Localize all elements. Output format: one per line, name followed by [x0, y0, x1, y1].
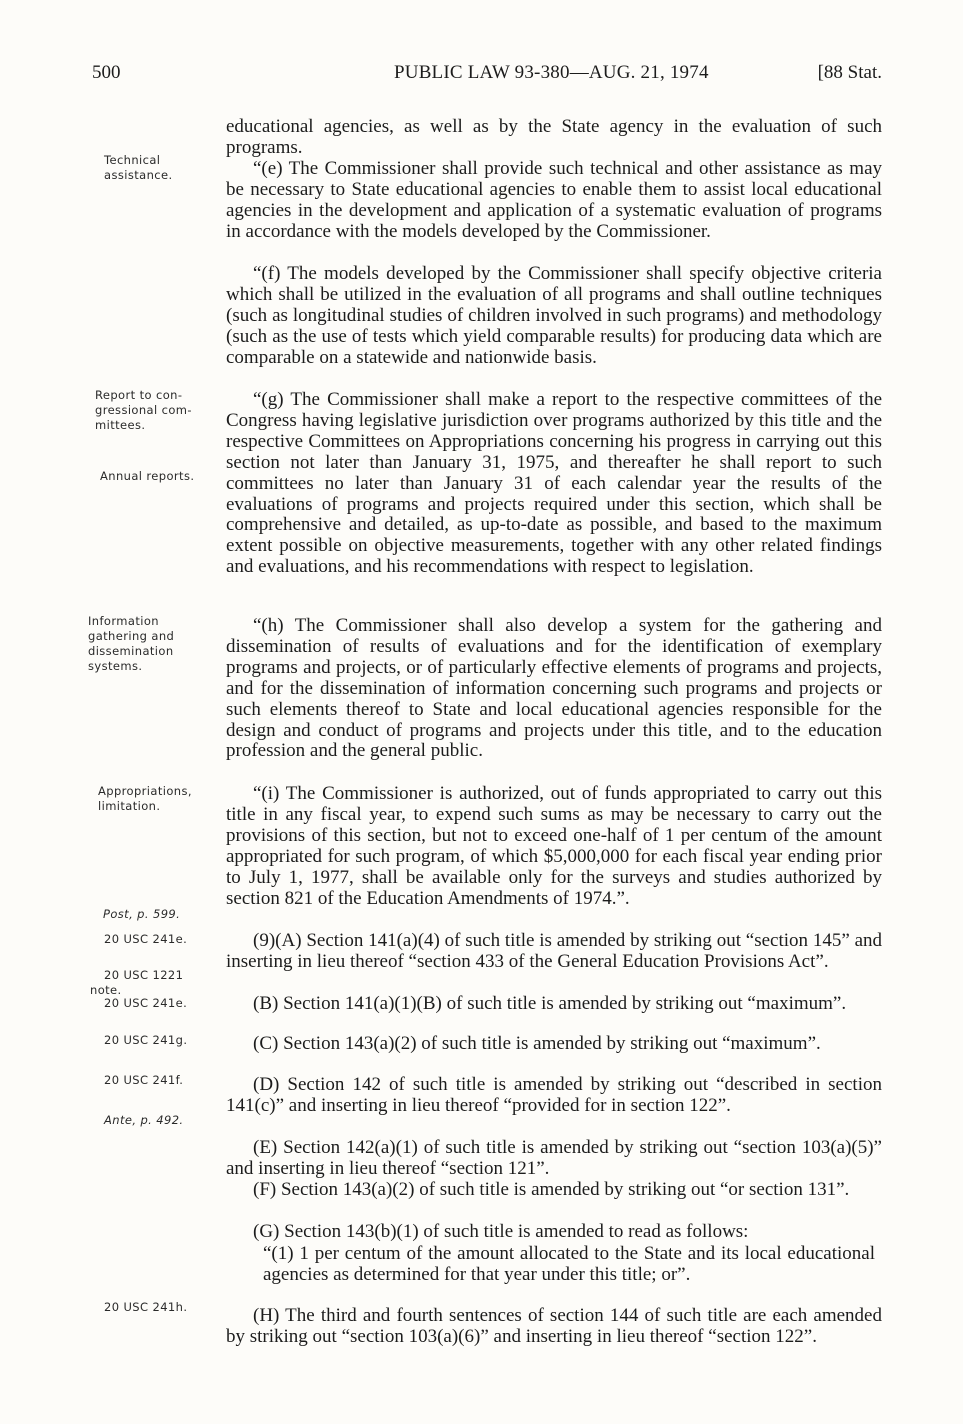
paragraph-h: “(h) The Commissioner shall also develop a system for the gathering and dissemination of results of evaluations and for the identification of exemplary programs and projects, or of particularly effective elements of programs and projects, and for the dissemination of information concerning such programs and projects or such elements thereof to State and local educational agencies responsible for the design and conduct of programs and projects under this title, and to the education profession and the general public. — [226, 615, 882, 762]
margin-note-usc-citation: 20 USC 241h. — [104, 1300, 188, 1314]
page-header — [92, 62, 882, 90]
page-title: PUBLIC LAW 93-380—AUG. 21, 1974 — [394, 62, 709, 83]
paragraph-g: “(g) The Commissioner shall make a report to the respective committees of the Congress having legislative jurisdiction over programs authorized by this title and the respective Committees on Appropriations concerning his progress in carrying out this section not later than January 31, 1975, and thereafter he shall report to such committees no later than January 31 of each calendar year the results of the evaluations of programs and projects required under this section, which shall be comprehensive and detailed, as up-to-date as possible, and based to the maximum extent possible on objective measurements, together with any other related findings and evaluations, and his recommendations with respect to legislation. — [226, 389, 882, 578]
paragraph-9d: (D) Section 142 of such title is amended by striking out “described in section 141(c)” and inserting in lieu thereof “provided for in section 122”. — [226, 1074, 882, 1116]
margin-note-usc-citation: 20 USC 241e. — [104, 996, 188, 1010]
margin-note-usc-citation: 20 USC 241e. — [104, 932, 188, 946]
paragraph-i: “(i) The Commissioner is authorized, out of funds appropriated to carry out this title in any fiscal year, to expend such sums as may be necessary to carry out the provisions of this section, but not to exceed one-half of 1 per centum of the amount appropriated for such program, of which $5,000,000 for each fiscal year ending prior to July 1, 1977, shall be available only for the surveys and studies authorized by section 821 of the Education Amendments of 1974.”. — [226, 783, 882, 909]
margin-note-information-systems: Information gathering and dissemination systems. — [88, 614, 175, 673]
margin-note-usc-citation: 20 USC 241f. — [104, 1073, 184, 1087]
paragraph-9g: (G) Section 143(b)(1) of such title is amended to read as follows: — [253, 1221, 749, 1242]
paragraph-9e: (E) Section 142(a)(1) of such title is amended by striking out “section 103(a)(5)” and inserting in lieu thereof “section 121”. — [226, 1137, 882, 1179]
margin-note-report-to-committees: Report to con- gressional com- mittees. — [95, 388, 192, 432]
margin-note-post-reference: Post, p. 599. — [103, 907, 181, 921]
page-number: 500 — [92, 62, 121, 83]
margin-note-annual-reports: Annual reports. — [100, 469, 195, 483]
margin-note-usc-citation: 20 USC 1221 note. — [90, 968, 184, 997]
quoted-clause: “(1) 1 per centum of the amount allocated to the State and its local educational agencies as determined for that year under this title; or”. — [263, 1243, 875, 1285]
margin-note-technical-assistance: Technical assistance. — [104, 153, 173, 182]
margin-note-ante-reference: Ante, p. 492. — [104, 1113, 184, 1127]
statute-reference: [88 Stat. — [817, 62, 882, 83]
paragraph-e: “(e) The Commissioner shall provide such technical and other assistance as may be necessary to State educational agencies to enable them to assist local educational agencies in the development and application of a systematic evaluation of programs in accordance with the models developed by the Commissioner. — [226, 158, 882, 242]
margin-note-appropriations: Appropriations, limitation. — [98, 784, 192, 813]
paragraph-continuation: educational agencies, as well as by the State agency in the evaluation of such programs. — [226, 116, 882, 158]
paragraph-9a: (9)(A) Section 141(a)(4) of such title is amended by striking out “section 145” and inserting in lieu thereof “section 433 of the General Education Provisions Act”. — [226, 930, 882, 972]
paragraph-9f: (F) Section 143(a)(2) of such title is amended by striking out “or section 131”. — [253, 1179, 850, 1200]
margin-note-usc-citation: 20 USC 241g. — [104, 1033, 188, 1047]
paragraph-9h: (H) The third and fourth sentences of section 144 of such title are each amended by striking out “section 103(a)(6)” and inserting in lieu thereof “section 122”. — [226, 1305, 882, 1347]
paragraph-f: “(f) The models developed by the Commissioner shall specify objective criteria which shall be utilized in the evaluation of all programs and shall outline techniques (such as longitudinal studies of children involved in such programs) and methodology (such as the use of tests which yield comparable results) for producing data which are comparable on a statewide and nationwide basis. — [226, 263, 882, 368]
paragraph-9b: (B) Section 141(a)(1)(B) of such title is amended by striking out “maximum”. — [253, 993, 847, 1014]
paragraph-9c: (C) Section 143(a)(2) of such title is amended by striking out “maximum”. — [253, 1033, 821, 1054]
